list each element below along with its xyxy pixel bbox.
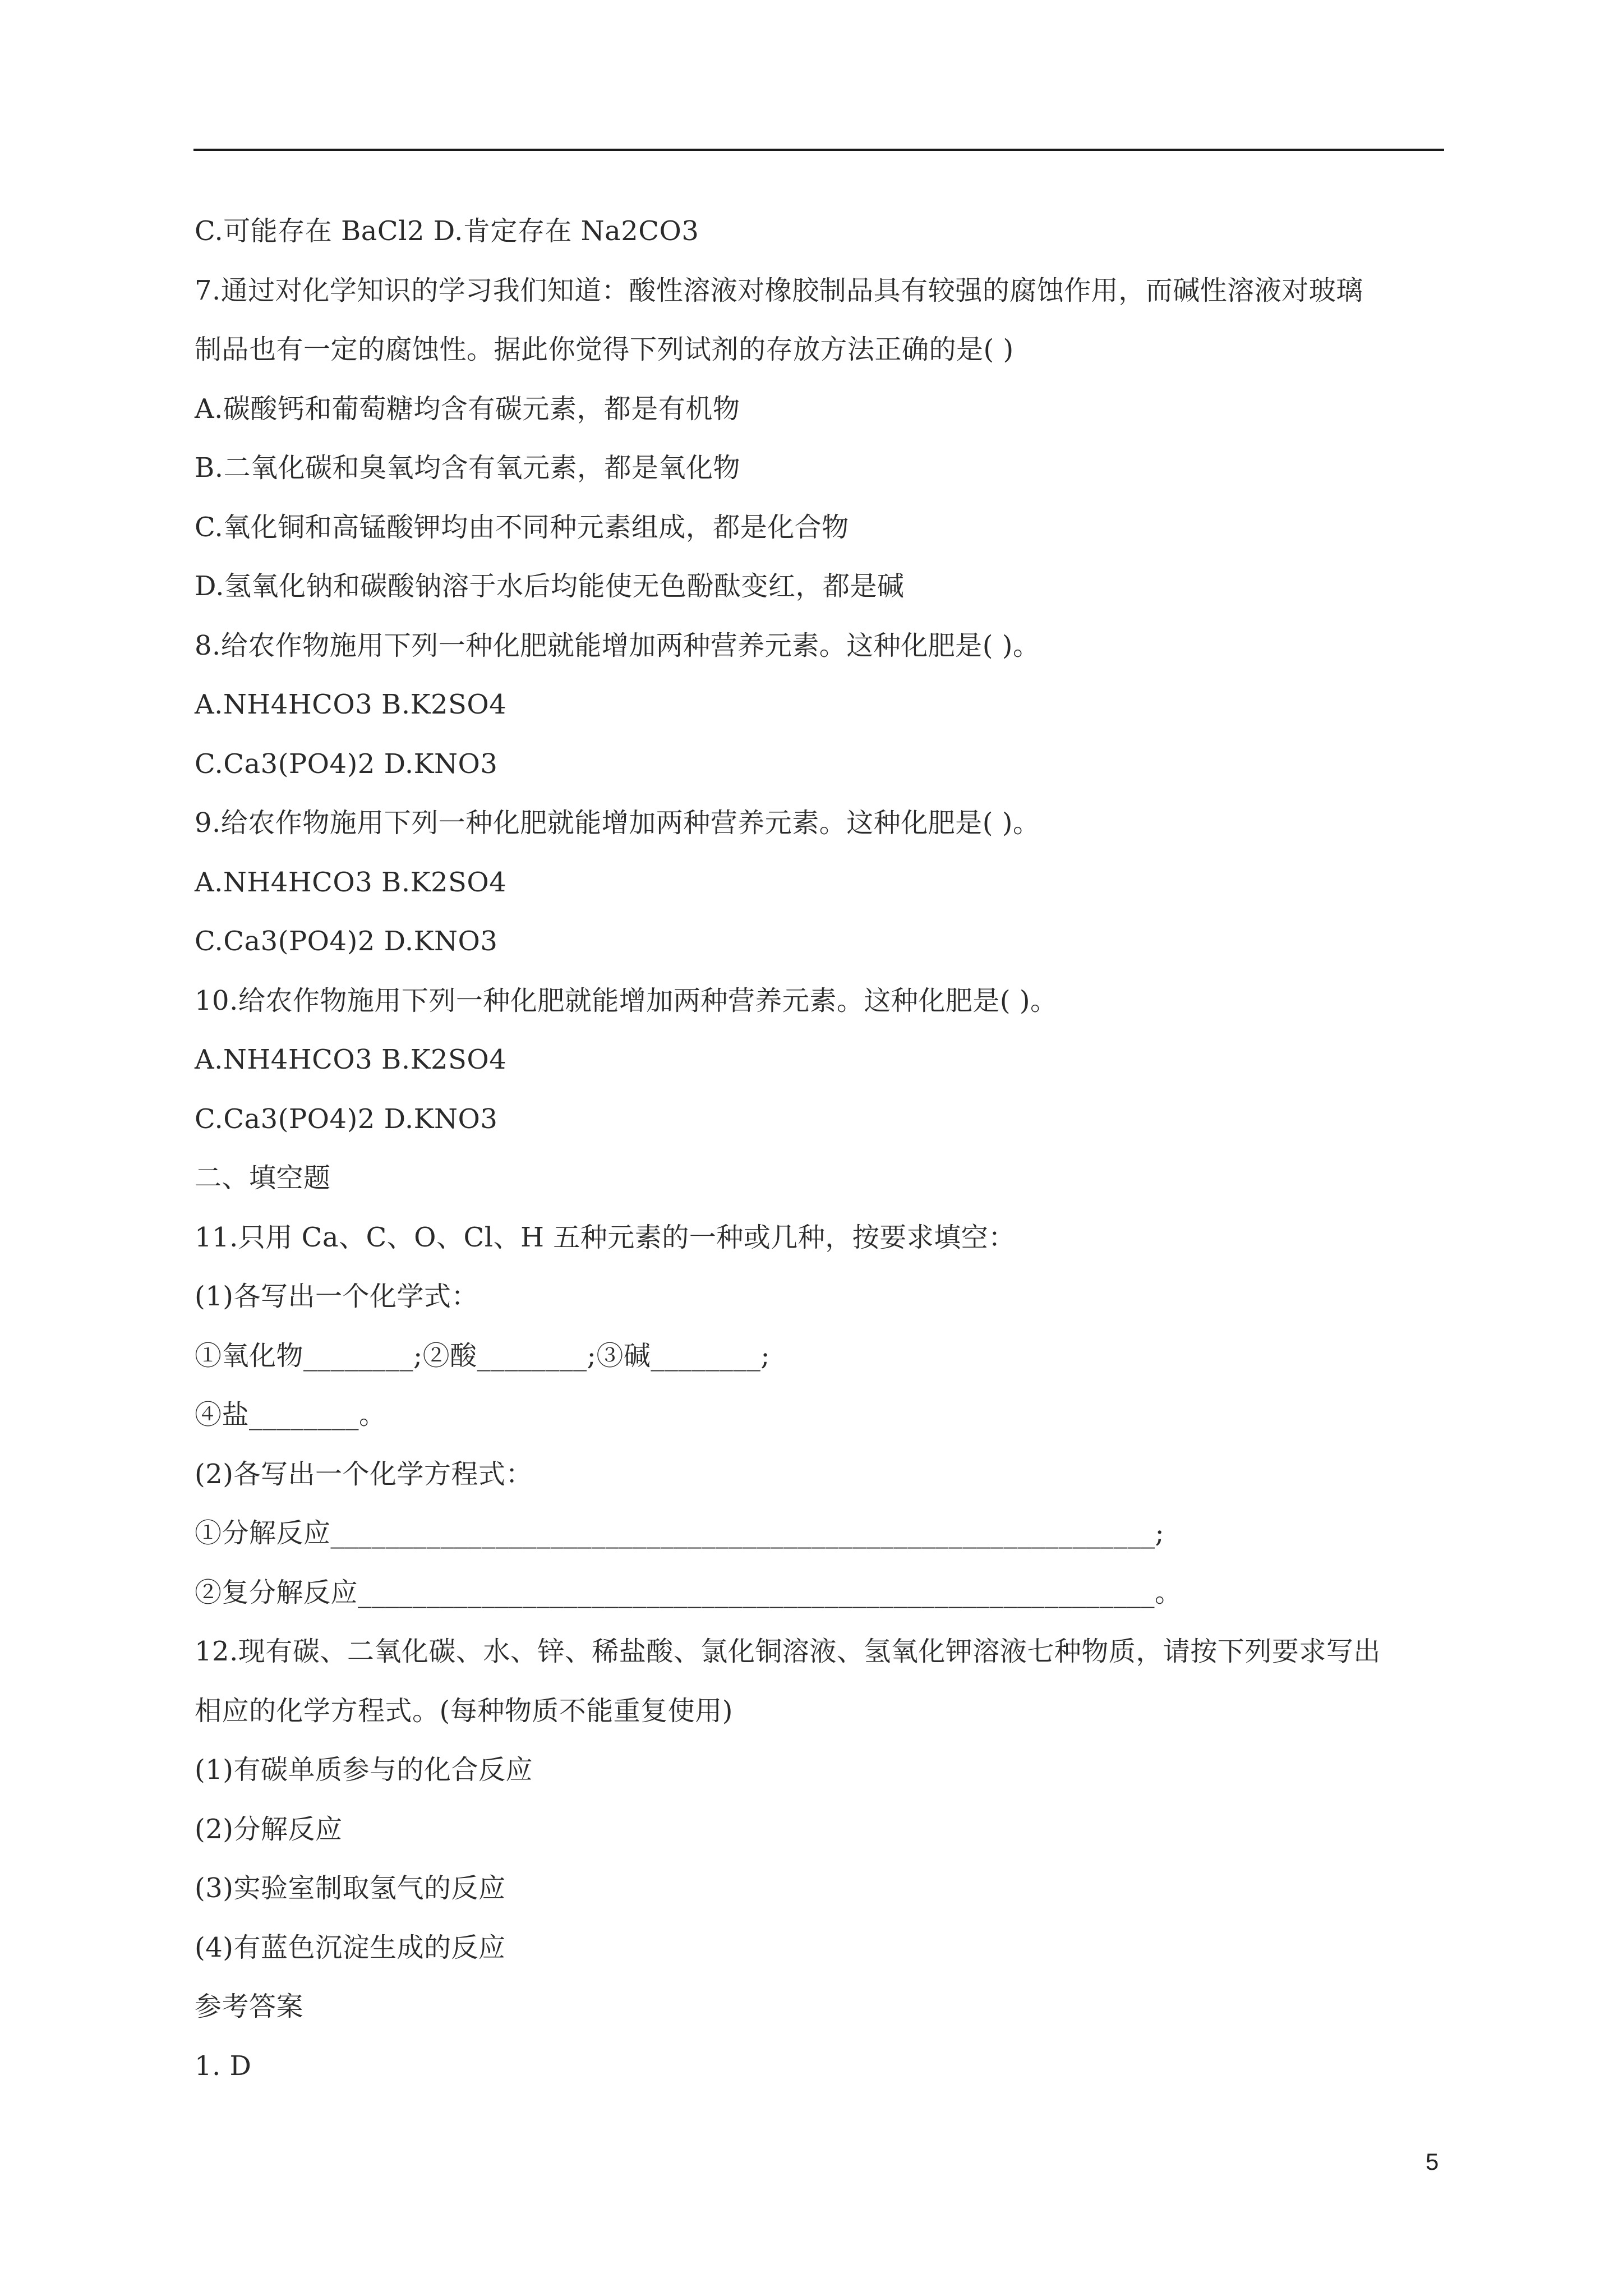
question-9-options-ab: A.NH4HCO3 B.K2SO4	[195, 866, 507, 898]
question-11-part-1: (1)各写出一个化学式：	[195, 1281, 478, 1312]
question-10-options-ab: A.NH4HCO3 B.K2SO4	[195, 1044, 507, 1075]
question-9: 9.给农作物施用下列一种化肥就能增加两种营养元素。这种化肥是( )。	[195, 807, 1040, 839]
question-11-decomposition-blank: ①分解反应____________________________________________________________;	[195, 1517, 1165, 1549]
question-11: 11.只用 Ca、C、O、Cl、H 五种元素的一种或几种，按要求填空：	[195, 1221, 1016, 1253]
question-7-option-d: D.氢氧化钠和碳酸钠溶于水后均能使无色酚酞变红，都是碱	[195, 570, 905, 602]
document-body	[195, 202, 1451, 2096]
question-11-part-2: (2)各写出一个化学方程式：	[195, 1458, 533, 1490]
answer-key-heading: 参考答案	[195, 1991, 304, 2022]
section-heading-fill-in: 二、填空题	[195, 1162, 331, 1194]
question-11-blanks-1: ①氧化物________;②酸________;③碱________;	[195, 1340, 771, 1372]
question-12-item-3: (3)实验室制取氢气的反应	[195, 1872, 506, 1904]
question-7-option-c: C.氧化铜和高锰酸钾均由不同种元素组成，都是化合物	[195, 511, 849, 543]
option-line-6cd: C.可能存在 BaCl2 D.肯定存在 Na2CO3	[195, 215, 699, 247]
answer-1: 1. D	[195, 2050, 252, 2082]
question-12-line-2: 相应的化学方程式。(每种物质不能重复使用)	[195, 1695, 733, 1727]
question-7-option-a: A.碳酸钙和葡萄糖均含有碳元素，都是有机物	[195, 393, 740, 425]
question-8-options-cd: C.Ca3(PO4)2 D.KNO3	[195, 748, 498, 780]
question-7-line-1: 7.通过对化学知识的学习我们知道：酸性溶液对橡胶制品具有较强的腐蚀作用，而碱性溶液对玻璃	[195, 274, 1363, 306]
question-7-line-2: 制品也有一定的腐蚀性。据此你觉得下列试剂的存放方法正确的是( )	[195, 334, 1014, 365]
question-11-double-displacement-blank: ②复分解反应__________________________________________________________。	[195, 1576, 1182, 1608]
question-12-item-2: (2)分解反应	[195, 1813, 343, 1845]
question-10-options-cd: C.Ca3(PO4)2 D.KNO3	[195, 1103, 498, 1135]
page-number: 5	[1426, 2148, 1439, 2175]
question-7-option-b: B.二氧化碳和臭氧均含有氧元素，都是氧化物	[195, 452, 741, 484]
question-12-item-4: (4)有蓝色沉淀生成的反应	[195, 1931, 506, 1963]
question-11-blanks-2: ④盐________。	[195, 1399, 386, 1430]
question-12-line-1: 12.现有碳、二氧化碳、水、锌、稀盐酸、氯化铜溶液、氢氧化钾溶液七种物质，请按下列要求写出	[195, 1636, 1381, 1667]
question-9-options-cd: C.Ca3(PO4)2 D.KNO3	[195, 926, 498, 957]
question-8-options-ab: A.NH4HCO3 B.K2SO4	[195, 689, 507, 720]
question-12-item-1: (1)有碳单质参与的化合反应	[195, 1754, 533, 1786]
header-rule	[193, 149, 1444, 151]
question-8: 8.给农作物施用下列一种化肥就能增加两种营养元素。这种化肥是( )。	[195, 629, 1040, 661]
question-10: 10.给农作物施用下列一种化肥就能增加两种营养元素。这种化肥是( )。	[195, 984, 1058, 1016]
